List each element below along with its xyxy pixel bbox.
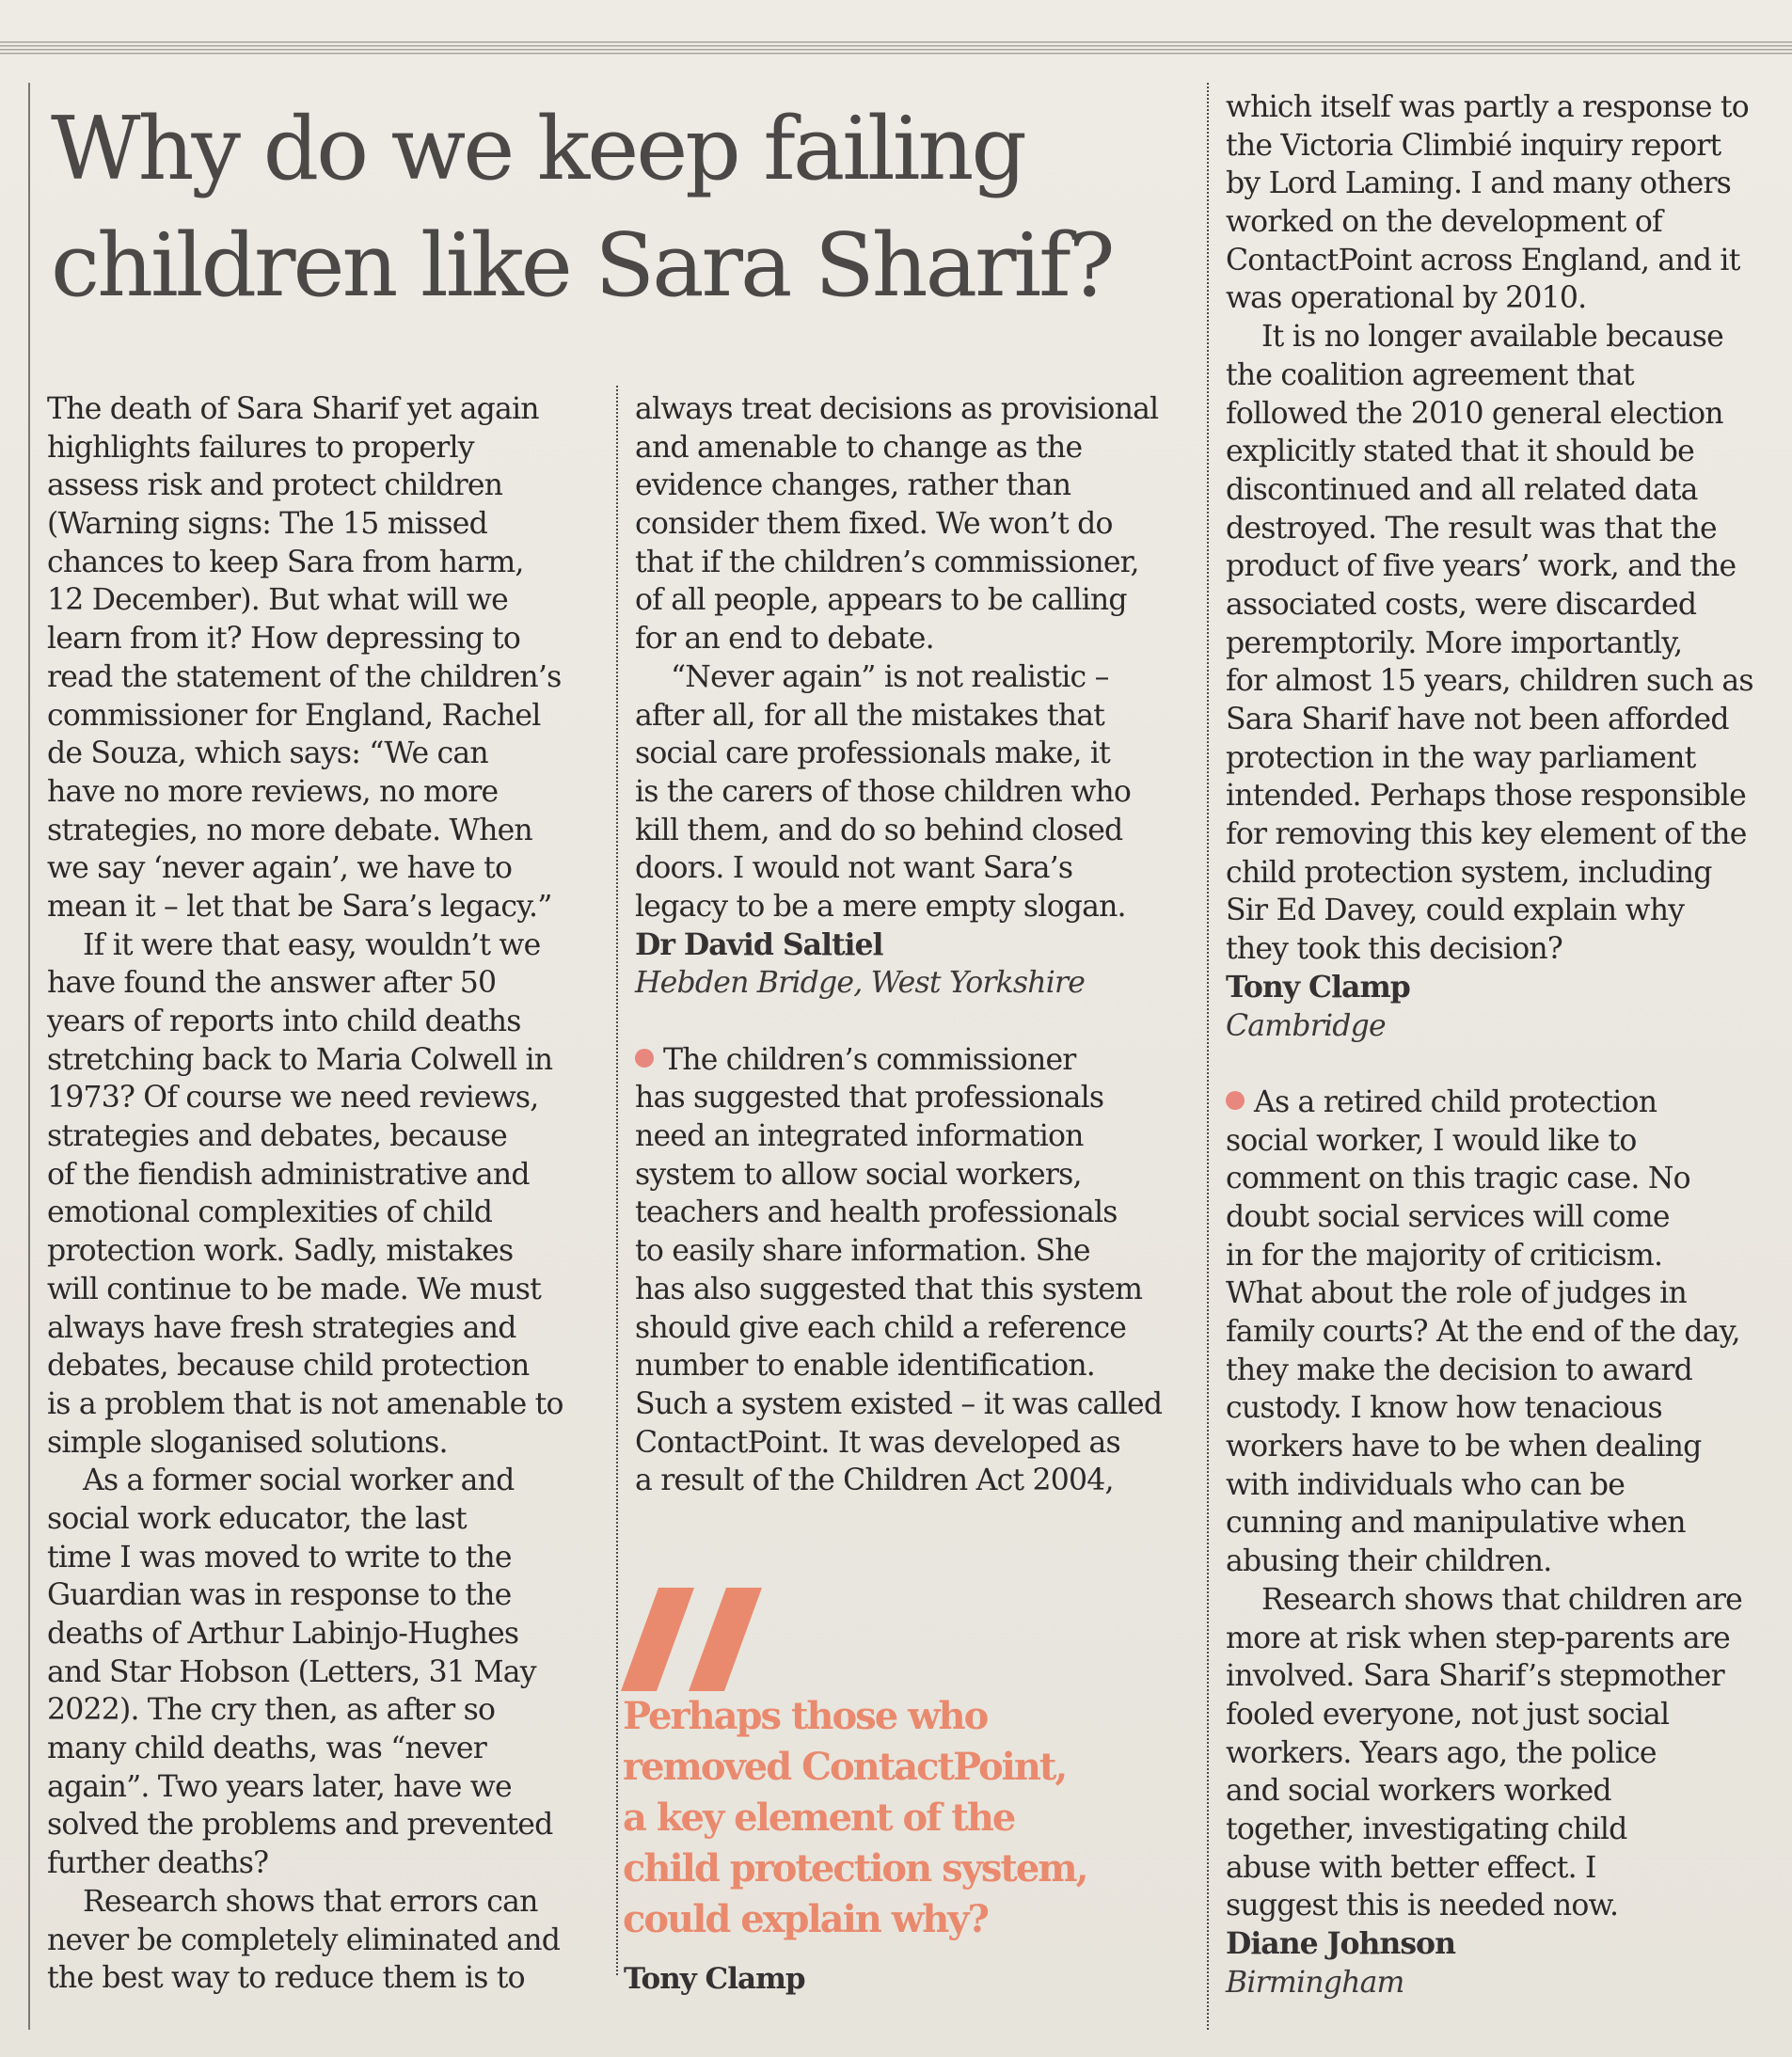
letter-gap [1226,1045,1753,1084]
text-line: the best way to reduce them is to [47,1961,525,1996]
text-line: suggest this is needed now. [1226,1889,1619,1923]
text-line: has suggested that professionals [635,1081,1104,1116]
text-line: abusing their children. [1226,1544,1552,1579]
text-line: intended. Perhaps those responsible [1226,779,1746,814]
signature-place: Cambridge [1226,1008,1386,1043]
text-line: social care professionals make, it [635,736,1110,771]
column-divider-1 [616,386,618,1975]
text-line: to easily share information. She [635,1234,1090,1269]
text-line: never be completely eliminated and [47,1923,561,1957]
text-line: 1973? Of course we need reviews, [47,1081,539,1116]
text-line: emotional complexities of child [47,1195,493,1230]
letter-1-part-1 [47,390,563,1998]
text-line: more at risk when step-parents are [1226,1621,1730,1655]
signature-name: Tony Clamp [1226,969,1410,1005]
text-line: have no more reviews, no more [47,774,499,809]
letter-2-and-3 [1226,88,1753,2002]
text-line: the Victoria Climbié inquiry report [1226,128,1721,163]
text-line: strategies and debates, because [47,1119,508,1154]
text-line: debates, because child protection [47,1349,530,1384]
text-line: kill them, and do so behind closed [635,813,1123,847]
signature-place: Hebden Bridge, West Yorkshire [635,966,1086,1001]
text-line: product of five years’ work, and the [1226,549,1736,584]
text-line: should give each child a reference [635,1310,1127,1345]
top-rule [0,41,1792,55]
text-line: discontinued and all related data [1226,472,1698,507]
headline-line-2: children like Sara Sharif? [51,214,1113,316]
text-line: The death of Sara Sharif yet again [47,392,539,426]
text-line-content: The children’s commissioner [663,1042,1076,1077]
text-line: of all people, appears to be calling [635,583,1127,618]
text-line: cunning and manipulative when [1226,1506,1686,1541]
text-line: has also suggested that this system [635,1272,1143,1306]
text-line: simple sloganised solutions. [47,1425,448,1460]
text-line: together, investigating child [1226,1812,1627,1846]
text-line: years of reports into child deaths [47,1005,521,1038]
text-line: further deaths? [47,1846,269,1881]
text-line: after all, for all the mistakes that [635,698,1105,733]
text-line: by Lord Laming. I and many others [1226,166,1732,201]
text-line: solved the problems and prevented [47,1808,553,1843]
text-line: Research shows that errors can [83,1884,538,1919]
text-line: was operational by 2010. [1226,281,1587,316]
text-line: fooled everyone, not just social [1226,1697,1670,1732]
headline [51,90,1180,324]
pull-quote-line: a key element of the [623,1796,1015,1840]
text-line: child protection system, including [1226,855,1712,890]
text-line: for an end to debate. [635,622,934,657]
text-line: chances to keep Sara from harm, [47,545,524,579]
text-line: the coalition agreement that [1226,357,1634,392]
text-line: a result of the Children Act 2004, [635,1464,1114,1498]
red-dot-bullet-icon [1226,1091,1245,1110]
text-line: evidence changes, rather than [635,468,1071,503]
text-line: protection work. Sadly, mistakes [47,1234,514,1269]
text-line: have found the answer after 50 [47,966,497,1001]
text-line: comment on this tragic case. No [1226,1162,1690,1196]
text-line: Research shows that children are [1261,1582,1743,1617]
text-line: associated costs, were discarded [1226,587,1697,622]
text-line: read the statement of the children’s [47,659,562,694]
letter-gap [635,1003,1162,1041]
signature-name: Diane Johnson [1226,1926,1455,1961]
text-line: commissioner for England, Rachel [47,698,541,733]
text-line: with individuals who can be [1226,1467,1625,1502]
pull-quote [623,1691,1087,1945]
text-line-content: As a retired child protection [1254,1084,1657,1119]
quote-mark-stroke-2 [689,1588,762,1691]
text-line: ContactPoint across England, and it [1226,243,1740,277]
text-line: in for the majority of criticism. [1226,1238,1663,1273]
pull-quote-line: Perhaps those who [623,1694,988,1738]
text-line: we say ‘never again’, we have to [47,851,513,886]
left-column-rule [28,83,30,2030]
text-line: If it were that easy, wouldn’t we [83,927,541,962]
text-line: followed the 2010 general election [1226,396,1723,431]
text-line: for removing this key element of the [1226,817,1747,852]
text-line: family courts? At the end of the day, [1226,1315,1740,1349]
text-line: need an integrated information [635,1119,1084,1154]
text-line: destroyed. The result was that the [1226,511,1717,546]
text-line: doubt social services will come [1226,1199,1670,1234]
text-line: doors. I would not want Sara’s [635,851,1073,886]
text-line: consider them fixed. We won’t do [635,507,1113,542]
text-line: and social workers worked [1226,1774,1611,1809]
text-line [635,1041,1162,1080]
text-line: number to enable identification. [635,1349,1096,1384]
text-line: legacy to be a mere empty slogan. [635,889,1126,924]
text-line: will continue to be made. We must [47,1272,542,1306]
text-line: mean it – let that be Sara’s legacy.” [47,889,552,924]
text-line: they took this decision? [1226,932,1562,967]
text-line: always have fresh strategies and [47,1310,516,1345]
letter-1-part-2 [635,390,1162,1500]
text-line: 2022). The cry then, as after so [47,1693,496,1728]
text-line: Sir Ed Davey, could explain why [1226,894,1685,928]
text-line: workers have to be when dealing [1226,1430,1702,1464]
pull-quote-line: could explain why? [623,1897,988,1941]
column-divider-2 [1207,83,1209,2030]
text-line: Guardian was in response to the [47,1578,512,1613]
text-line: Sara Sharif have not been afforded [1226,703,1729,736]
text-line: deaths of Arthur Labinjo-Hughes [47,1617,519,1651]
text-line: Such a system existed – it was called [635,1386,1163,1421]
text-line: abuse with better effect. I [1226,1850,1596,1885]
text-line: assess risk and protect children [47,468,503,503]
quote-mark-stroke-1 [621,1588,694,1691]
text-line: stretching back to Maria Colwell in [47,1042,553,1077]
text-line: system to allow social workers, [635,1157,1082,1192]
text-line: which itself was partly a response to [1226,90,1749,124]
text-line: ContactPoint. It was developed as [635,1425,1120,1460]
text-line: again”. Two years later, have we [47,1769,512,1804]
text-line: and amenable to change as the [635,430,1083,465]
text-line: always treat decisions as provisional [635,392,1159,426]
text-line: that if the children’s commissioner, [635,545,1139,579]
text-line: is a problem that is not amenable to [47,1386,563,1421]
red-dot-bullet-icon [635,1049,654,1068]
text-line: explicitly stated that it should be [1226,435,1694,469]
text-line: and Star Hobson (Letters, 31 May [47,1654,536,1689]
signature-name: Dr David Saltiel [635,926,883,962]
text-line: 12 December). But what will we [47,583,508,618]
text-line: learn from it? How depressing to [47,622,521,657]
text-line: time I was moved to write to the [47,1540,512,1574]
text-line: As a former social worker and [83,1464,515,1498]
text-line: (Warning signs: The 15 missed [47,507,488,542]
text-line: they make the decision to award [1226,1353,1692,1387]
pull-quote-line: child protection system, [623,1846,1087,1891]
text-line: social work educator, the last [47,1501,467,1536]
text-line: It is no longer available because [1261,320,1723,355]
text-line: social worker, I would like to [1226,1123,1637,1158]
pull-quote-line: removed ContactPoint, [623,1745,1067,1789]
headline-line-1: Why do we keep failing [51,98,1024,199]
signature-place: Birmingham [1226,1965,1404,2000]
text-line: of the fiendish administrative and [47,1157,530,1192]
text-line: workers. Years ago, the police [1226,1735,1657,1770]
text-line: teachers and health professionals [635,1195,1118,1230]
text-line: worked on the development of [1226,205,1662,240]
text-line: for almost 15 years, children such as [1226,664,1753,699]
text-line: many child deaths, was “never [47,1732,486,1766]
text-line: peremptorily. More importantly, [1226,625,1683,660]
text-line: protection in the way parliament [1226,740,1696,775]
text-line: “Never again” is not realistic – [671,659,1109,694]
text-line: What about the role of judges in [1226,1276,1687,1311]
text-line: is the carers of those children who [635,774,1132,809]
text-line: highlights failures to properly [47,430,474,465]
text-line: de Souza, which says: “We can [47,736,488,771]
text-line: involved. Sara Sharif’s stepmother [1226,1659,1724,1694]
open-quote-icon [621,1588,771,1691]
text-line [1226,1084,1753,1122]
text-line: strategies, no more debate. When [47,813,532,847]
pull-quote-attribution: Tony Clamp [624,1962,805,1996]
text-line: custody. I know how tenacious [1226,1391,1662,1426]
